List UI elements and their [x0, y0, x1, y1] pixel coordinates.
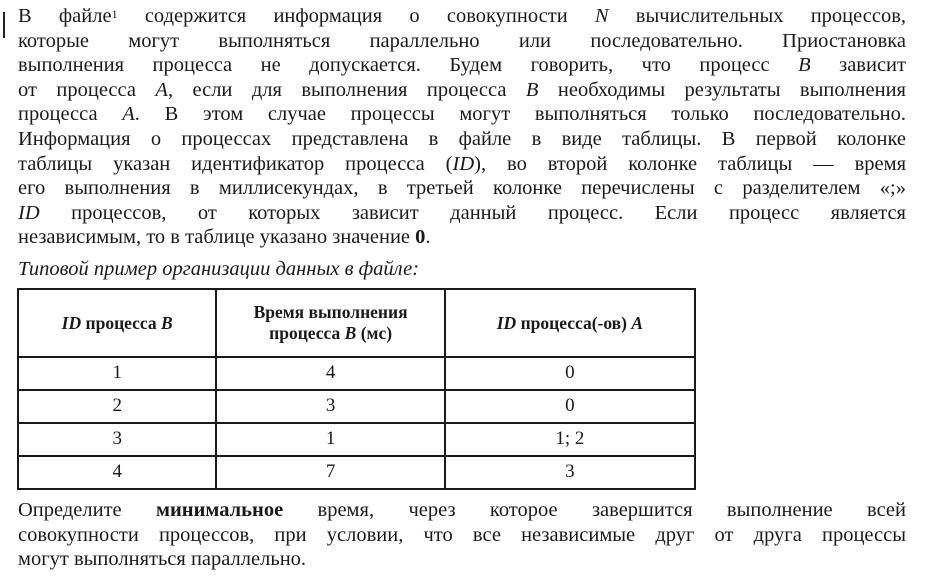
- cell-dependencies: 1; 2: [445, 423, 695, 456]
- statement-line-10: [18, 225, 906, 250]
- header-execution-time: [216, 289, 444, 357]
- header-text: Время выполнения: [253, 302, 408, 322]
- table-row: [18, 456, 695, 489]
- table-caption: Типовой пример организации данных в файле:: [18, 258, 420, 280]
- zero-value: 0: [415, 226, 426, 249]
- text-fragment: .: [425, 226, 431, 249]
- cell-dependencies: 0: [445, 390, 695, 423]
- text-fragment: процессов, от которых зависит данный процесс. Если процесс является: [39, 201, 906, 224]
- text-fragment: время, через которое завершится выполнение всей: [283, 499, 906, 521]
- text-fragment: таблицы указан идентификатор процесса (: [18, 152, 453, 175]
- question-line-2: совокупности процессов, при условии, что все независимые друг от друга процессы: [18, 523, 906, 546]
- cell-time: 4: [216, 357, 444, 390]
- header-process-id: [18, 289, 216, 357]
- text-fragment: В файле: [18, 5, 112, 27]
- text-fragment: от процесса: [18, 78, 156, 101]
- cell-process-id: 3: [18, 423, 216, 456]
- text-fragment: ), во второй колонке таблицы — время: [474, 152, 906, 175]
- variable-id: ID: [18, 201, 40, 224]
- table-row: [18, 357, 695, 390]
- header-text: процесса: [81, 312, 162, 333]
- header-var: B: [344, 323, 357, 343]
- header-text: процесса: [269, 323, 345, 343]
- statement-line-2: которые могут выполняться параллельно или последовательно. Приостановка: [18, 29, 906, 52]
- cell-time: 3: [216, 390, 444, 423]
- text-fragment: зависит: [810, 54, 906, 77]
- statement-line-7: [18, 152, 906, 177]
- cell-dependencies: 3: [445, 456, 695, 489]
- cell-time: 7: [216, 456, 444, 489]
- cell-process-id: 4: [18, 456, 216, 489]
- cell-time: 1: [216, 423, 444, 456]
- statement-line-1: [18, 4, 906, 29]
- header-var: A: [631, 312, 644, 333]
- table-row: [18, 390, 695, 423]
- header-text: (мс): [356, 323, 393, 343]
- variable-id: ID: [452, 152, 475, 175]
- variable-a: A: [155, 78, 168, 101]
- question-line-1: [18, 498, 906, 523]
- statement-line-4: [18, 78, 906, 103]
- cell-process-id: 2: [18, 390, 216, 423]
- text-fragment: . В этом случае процессы могут выполняться только последовательно.: [134, 103, 906, 126]
- header-id-text: ID: [61, 312, 82, 333]
- text-fragment: , если для выполнения процесса: [167, 78, 526, 101]
- text-fragment: необходимы результаты выполнения: [538, 78, 906, 101]
- cell-process-id: 1: [18, 357, 216, 390]
- variable-n: N: [594, 5, 609, 27]
- process-table: [17, 288, 696, 490]
- table-row: [18, 423, 695, 456]
- variable-b: B: [798, 54, 811, 77]
- statement-line-6: Информация о процессах представлена в файле в виде таблицы. В первой колонке: [18, 127, 906, 150]
- statement-line-3: [18, 53, 906, 78]
- text-fragment: независимым, то в таблице указано значение: [18, 226, 416, 249]
- margin-mark: [3, 12, 5, 38]
- variable-b: B: [525, 78, 539, 101]
- statement-line-5: [18, 102, 906, 127]
- header-id-text: ID: [496, 312, 517, 333]
- footnote-mark: 1: [111, 7, 118, 21]
- header-var: B: [161, 312, 173, 333]
- header-dependency-ids: [445, 289, 695, 357]
- header-text: процесса(-ов): [516, 312, 632, 333]
- text-fragment: процесса: [18, 103, 123, 126]
- text-fragment: содержится информация о совокупности: [117, 5, 595, 27]
- text-fragment: выполнения процесса не допускается. Будем говорить, что процесс: [18, 54, 799, 77]
- question-text: [18, 498, 906, 572]
- variable-a: A: [122, 103, 135, 126]
- statement-line-8: его выполнения в миллисекундах, в третьей колонке перечислены с разделителем «;»: [18, 177, 906, 200]
- cell-dependencies: 0: [445, 357, 695, 390]
- emphasis-minimal: минимальное: [156, 499, 284, 521]
- table-header-row: [18, 289, 695, 357]
- statement-line-9: [18, 201, 906, 226]
- problem-statement: [18, 4, 906, 250]
- question-line-3: могут выполняться параллельно.: [18, 548, 307, 571]
- text-fragment: вычислительных процессов,: [608, 5, 906, 27]
- text-fragment: Определите: [18, 499, 157, 521]
